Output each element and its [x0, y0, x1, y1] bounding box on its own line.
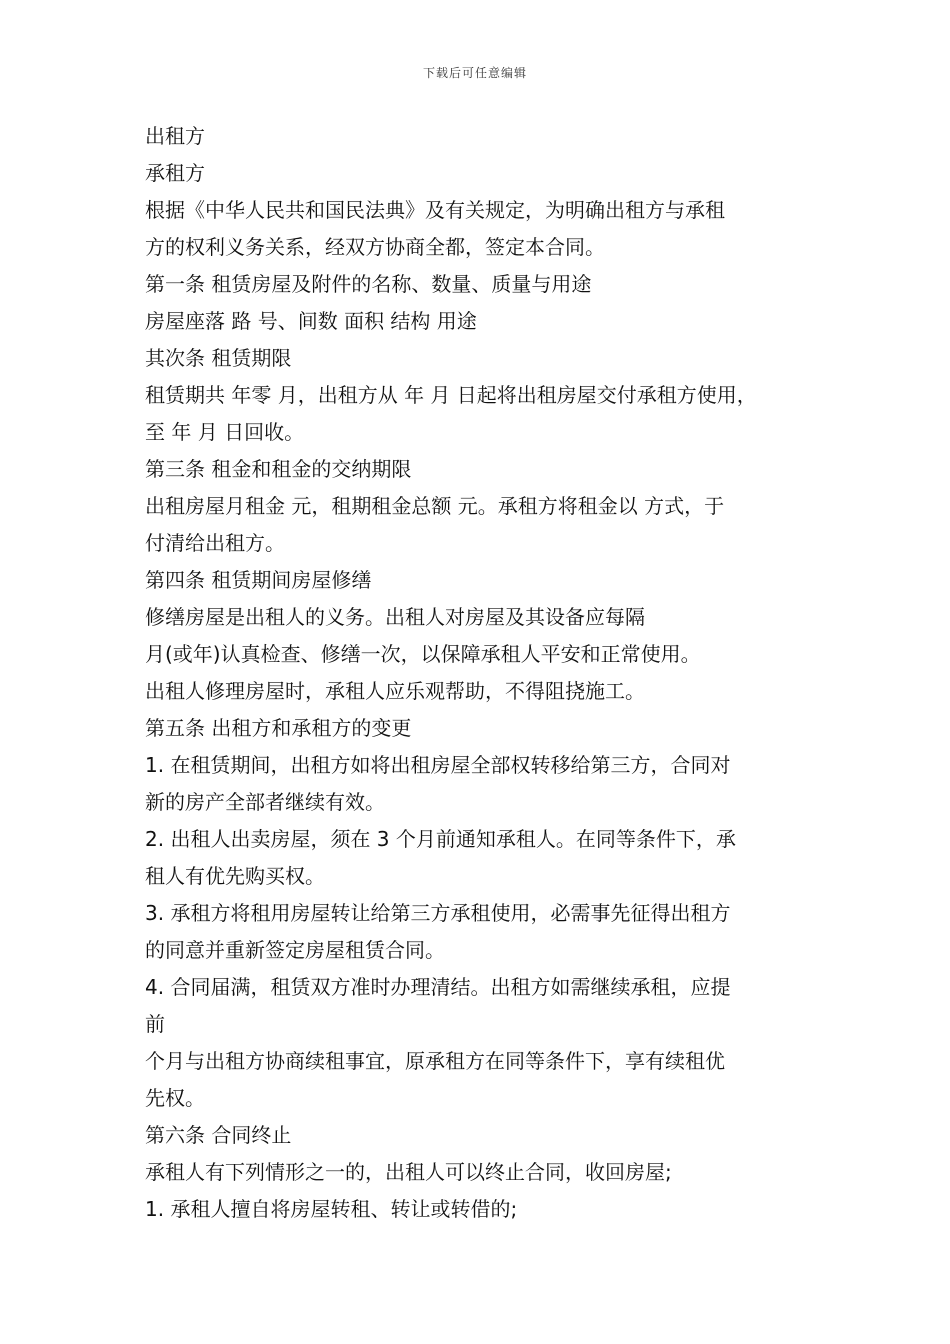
article-5-heading: 第五条 出租方和承租方的变更	[145, 716, 412, 740]
article-4-text-1: 修缮房屋是出租人的义务。出租人对房屋及其设备应每隔	[145, 605, 645, 629]
article-2-heading: 其次条 租赁期限	[145, 346, 292, 370]
article-6-item-1: 1. 承租人擅自将房屋转租、转让或转借的;	[145, 1197, 518, 1221]
article-6-text: 承租人有下列情形之一的，出租人可以终止合同，收回房屋;	[145, 1160, 672, 1184]
article-4-text-3: 出租人修理房屋时，承租人应乐观帮助，不得阻挠施工。	[145, 679, 645, 703]
article-5-item-2b: 租人有优先购买权。	[145, 864, 325, 888]
article-5-item-4b: 前	[145, 1012, 165, 1036]
article-5-item-3a: 3. 承租方将租用房屋转让给第三方承租使用，必需事先征得出租方	[145, 901, 731, 925]
article-4-text-2: 月(或年)认真检查、修缮一次，以保障承租人平安和正常使用。	[145, 642, 701, 666]
page-header: 下载后可任意编辑	[422, 66, 527, 80]
article-1-heading: 第一条 租赁房屋及附件的名称、数量、质量与用途	[145, 272, 592, 296]
article-5-item-3b: 的同意并重新签定房屋租赁合同。	[145, 938, 445, 962]
article-6-heading: 第六条 合同终止	[145, 1123, 292, 1147]
article-3-text-1: 出租房屋月租金 元，租期租金总额 元。承租方将租金以 方式，于	[145, 494, 725, 518]
article-5-item-4c: 个月与出租方协商续租事宜，原承租方在同等条件下，享有续租优	[145, 1049, 725, 1073]
article-5-item-1b: 新的房产全部者继续有效。	[145, 790, 385, 814]
paragraph-preamble-1: 根据《中华人民共和国民法典》及有关规定，为明确出租方与承租	[145, 198, 725, 222]
line-lessee: 承租方	[145, 161, 205, 185]
article-5-item-2a: 2. 出租人出卖房屋，须在 3 个月前通知承租人。在同等条件下，承	[145, 827, 736, 851]
article-3-text-2: 付清给出租方。	[145, 531, 285, 555]
article-2-text-1: 租赁期共 年零 月，出租方从 年 月 日起将出租房屋交付承租方使用，	[145, 383, 757, 407]
article-5-item-1a: 1. 在租赁期间，出租方如将出租房屋全部权转移给第三方，合同对	[145, 753, 731, 777]
article-2-text-2: 至 年 月 日回收。	[145, 420, 305, 444]
line-lessor: 出租方	[145, 124, 205, 148]
article-5-item-4a: 4. 合同届满，租赁双方准时办理清结。出租方如需继续承租，应提	[145, 975, 731, 999]
article-5-item-4d: 先权。	[145, 1086, 205, 1110]
document-body	[145, 118, 825, 1228]
article-3-heading: 第三条 租金和租金的交纳期限	[145, 457, 412, 481]
article-4-heading: 第四条 租赁期间房屋修缮	[145, 568, 372, 592]
paragraph-preamble-2: 方的权利义务关系，经双方协商全都，签定本合同。	[145, 235, 605, 259]
article-1-text: 房屋座落 路 号、间数 面积 结构 用途	[145, 309, 477, 333]
